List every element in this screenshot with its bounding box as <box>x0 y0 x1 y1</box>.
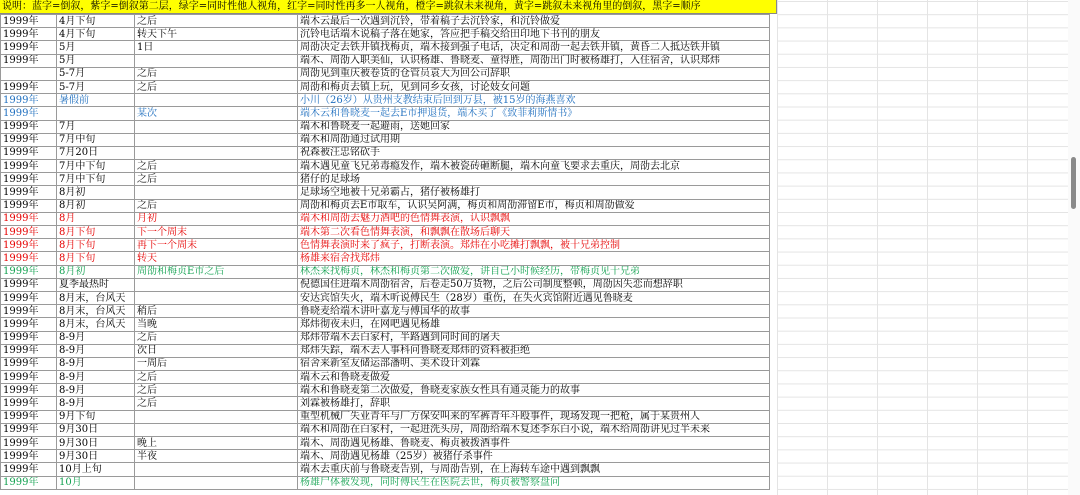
event-cell[interactable]: 端木遇见童飞兄弟毒瘾发作，端木被瓷砖砸断腿，端木向童飞要求去重庆，周劭去北京 <box>298 160 770 173</box>
relative-time-cell[interactable]: 稍后 <box>135 305 298 318</box>
event-cell[interactable]: 周劭见到重庆被卷货的仓管员袁大为回公司辞职 <box>298 67 770 80</box>
table-row <box>1 133 770 146</box>
relative-time-cell[interactable] <box>135 410 298 423</box>
year-cell[interactable]: 1999年 <box>1 80 57 93</box>
event-cell[interactable]: 周劭决定去铁井镇找梅贞，端木接到强子电话，决定和周劭一起去铁井镇，黄昏二人抵达铁井镇 <box>298 41 770 54</box>
table-row <box>1 199 770 212</box>
time-cell[interactable]: 5-7月 <box>57 80 135 93</box>
event-cell[interactable]: 刘霖被杨雄打，辞职 <box>298 397 770 410</box>
event-cell[interactable]: 端木和鲁晓麦第二次做爱，鲁晓麦家族女性具有通灵能力的故事 <box>298 384 770 397</box>
table-row <box>1 384 770 397</box>
table-row <box>1 15 770 28</box>
year-cell[interactable]: 1999年 <box>1 397 57 410</box>
table-row <box>1 226 770 239</box>
event-cell[interactable]: 杨雄来宿舍找郑炜 <box>298 252 770 265</box>
relative-time-cell[interactable] <box>135 463 298 476</box>
time-cell[interactable]: 8-9月 <box>57 384 135 397</box>
event-cell[interactable]: 端木和周劭在白家村，一起进洗头房，周劭给端木复述李东白小说，端木给周劭讲见过半未来 <box>298 423 770 436</box>
year-cell[interactable]: 1999年 <box>1 331 57 344</box>
year-cell[interactable]: 1999年 <box>1 318 57 331</box>
relative-time-cell[interactable]: 之后 <box>135 199 298 212</box>
table-row <box>1 437 770 450</box>
relative-time-cell[interactable]: 1日 <box>135 41 298 54</box>
event-cell[interactable]: 猪仔的足球场 <box>298 173 770 186</box>
year-cell[interactable]: 1999年 <box>1 54 57 67</box>
year-cell[interactable]: 1999年 <box>1 186 57 199</box>
event-cell[interactable]: 端木和鲁晓麦一起避雨，送她回家 <box>298 120 770 133</box>
relative-time-cell[interactable]: 月初 <box>135 212 298 225</box>
relative-time-cell[interactable]: 之后 <box>135 384 298 397</box>
year-cell[interactable]: 1999年 <box>1 41 57 54</box>
time-cell[interactable]: 4月下旬 <box>57 15 135 28</box>
timeline-table <box>0 14 770 490</box>
relative-time-cell[interactable]: 次日 <box>135 344 298 357</box>
event-cell[interactable]: 郑炜失踪，端木去人事科问鲁晓麦郑炜的资料被拒绝 <box>298 344 770 357</box>
year-cell[interactable]: 1999年 <box>1 291 57 304</box>
table-row <box>1 80 770 93</box>
time-cell[interactable] <box>57 107 135 120</box>
year-cell[interactable]: 1999年 <box>1 344 57 357</box>
time-cell[interactable]: 8月下旬 <box>57 239 135 252</box>
table-row <box>1 186 770 199</box>
event-cell[interactable]: 倪德国住进端木周劭宿舍，后卷走50万货物，之后公司制度整顿，周劭因失恋而想辞职 <box>298 278 770 291</box>
event-cell[interactable]: 祝森被汪忠铭砍手 <box>298 146 770 159</box>
relative-time-cell[interactable] <box>135 476 298 489</box>
empty-cells-area[interactable] <box>777 0 1080 495</box>
event-cell[interactable]: 端木、周劭遇见杨雄、鲁晓麦、梅贞被拨酒事件 <box>298 437 770 450</box>
year-cell[interactable]: 1999年 <box>1 146 57 159</box>
table-row <box>1 94 770 107</box>
relative-time-cell[interactable]: 转天下午 <box>135 28 298 41</box>
relative-time-cell[interactable]: 一周后 <box>135 357 298 370</box>
event-cell[interactable]: 安达宾馆失火，端木听说傅民生（28岁）重伤，在失火宾馆附近遇见鲁晓麦 <box>298 291 770 304</box>
year-cell[interactable]: 1999年 <box>1 120 57 133</box>
time-cell[interactable]: 8月初 <box>57 199 135 212</box>
relative-time-cell[interactable]: 晚上 <box>135 437 298 450</box>
table-row <box>1 318 770 331</box>
time-cell[interactable]: 5-7月 <box>57 67 135 80</box>
table-row <box>1 291 770 304</box>
year-cell[interactable]: 1999年 <box>1 226 57 239</box>
event-cell[interactable]: 鲁晓麦给端木讲叶嘉龙与傅国华的故事 <box>298 305 770 318</box>
time-cell[interactable]: 10月 <box>57 476 135 489</box>
relative-time-cell[interactable]: 之后 <box>135 397 298 410</box>
relative-time-cell[interactable]: 下一个周末 <box>135 226 298 239</box>
time-cell[interactable]: 7月中下旬 <box>57 160 135 173</box>
time-cell[interactable]: 8月 <box>57 212 135 225</box>
time-cell[interactable]: 8月末，台风天 <box>57 305 135 318</box>
year-cell[interactable]: 1999年 <box>1 15 57 28</box>
relative-time-cell[interactable] <box>135 133 298 146</box>
time-cell[interactable]: 暑假前 <box>57 94 135 107</box>
event-cell[interactable]: 郑炜彻夜未归，在网吧遇见杨雄 <box>298 318 770 331</box>
year-cell[interactable]: 1999年 <box>1 278 57 291</box>
year-cell[interactable]: 1999年 <box>1 384 57 397</box>
relative-time-cell[interactable]: 周劭和梅贞E市之后 <box>135 265 298 278</box>
time-cell[interactable]: 夏季最热时 <box>57 278 135 291</box>
event-cell[interactable]: 端木和周劭去魅力酒吧的色情舞表演，认识飘飘 <box>298 212 770 225</box>
time-cell[interactable]: 8月末，台风天 <box>57 318 135 331</box>
year-cell[interactable]: 1999年 <box>1 252 57 265</box>
year-cell[interactable]: 1999年 <box>1 463 57 476</box>
relative-time-cell[interactable] <box>135 120 298 133</box>
time-cell[interactable]: 9月30日 <box>57 423 135 436</box>
year-cell[interactable] <box>1 67 57 80</box>
relative-time-cell[interactable]: 转天 <box>135 252 298 265</box>
relative-time-cell[interactable] <box>135 291 298 304</box>
table-row <box>1 67 770 80</box>
event-cell[interactable]: 端木云和鲁晓麦一起去E市押退货，端木买了《致菲莉斯情书》 <box>298 107 770 120</box>
relative-time-cell[interactable]: 之后 <box>135 371 298 384</box>
year-cell[interactable]: 1999年 <box>1 423 57 436</box>
year-cell[interactable]: 1999年 <box>1 133 57 146</box>
time-cell[interactable]: 8-9月 <box>57 357 135 370</box>
time-cell[interactable]: 7月中下旬 <box>57 173 135 186</box>
relative-time-cell[interactable]: 半夜 <box>135 450 298 463</box>
event-cell[interactable]: 沉铃电话端木说稿子落在她家，答应把手稿交给田印地下书刊的朋友 <box>298 28 770 41</box>
table-row <box>1 28 770 41</box>
table-row <box>1 331 770 344</box>
relative-time-cell[interactable]: 之后 <box>135 173 298 186</box>
year-cell[interactable]: 1999年 <box>1 28 57 41</box>
table-row <box>1 41 770 54</box>
relative-time-cell[interactable]: 某次 <box>135 107 298 120</box>
event-cell[interactable]: 周劭和梅贞去E市取车，认识吴阿满，梅贞和周劭滞留E市，梅贞和周劭做爱 <box>298 199 770 212</box>
event-cell[interactable]: 杨雄尸体被发现，同时傅民生在医院去世，梅贞被警察盘问 <box>298 476 770 489</box>
year-cell[interactable]: 1999年 <box>1 239 57 252</box>
time-cell[interactable]: 8月下旬 <box>57 226 135 239</box>
relative-time-cell[interactable]: 之后 <box>135 331 298 344</box>
time-cell[interactable]: 5月 <box>57 41 135 54</box>
time-cell[interactable]: 7月 <box>57 120 135 133</box>
relative-time-cell[interactable] <box>135 278 298 291</box>
event-cell[interactable]: 周劭和梅贞去镇上玩，见到同乡女孩，讨论妓女问题 <box>298 80 770 93</box>
table-row <box>1 120 770 133</box>
year-cell[interactable]: 1999年 <box>1 212 57 225</box>
event-cell[interactable]: 重型机械厂失业青年与厂方保安叫来的军裤青年斗殴事件，现场发现一把枪，属于某贵州人 <box>298 410 770 423</box>
relative-time-cell[interactable] <box>135 146 298 159</box>
time-cell[interactable]: 8-9月 <box>57 331 135 344</box>
scroll-thumb[interactable] <box>1071 157 1076 209</box>
table-row <box>1 410 770 423</box>
relative-time-cell[interactable] <box>135 94 298 107</box>
table-row <box>1 173 770 186</box>
year-cell[interactable]: 1999年 <box>1 371 57 384</box>
relative-time-cell[interactable]: 之后 <box>135 67 298 80</box>
event-cell[interactable]: 郑炜带端木去白家村，半路遇到同时间的屠夫 <box>298 331 770 344</box>
event-cell[interactable]: 林杰来找梅贞，林杰和梅贞第二次做爱，讲自己小时候经历，带梅贞见十兄弟 <box>298 265 770 278</box>
event-cell[interactable]: 端木、周劭入职美仙，认识杨雄、鲁晓麦、童得胜，周劭出门时被杨雄打，入住宿舍，认识郑炜 <box>298 54 770 67</box>
table-row <box>1 252 770 265</box>
event-cell[interactable]: 端木第二次看色情舞表演，和飘飘在散场后聊天 <box>298 226 770 239</box>
table-row <box>1 423 770 436</box>
year-cell[interactable]: 1999年 <box>1 160 57 173</box>
event-cell[interactable]: 小川（26岁）从贵州支教结束后回到万县，被15岁的海燕喜欢 <box>298 94 770 107</box>
time-cell[interactable]: 8-9月 <box>57 397 135 410</box>
event-cell[interactable]: 端木去重庆前与鲁晓麦告别，与周劭告别，在上海转车途中遇到飘飘 <box>298 463 770 476</box>
event-cell[interactable]: 端木云最后一次遇到沉铃，带着稿子去沉铃家，和沉铃做爱 <box>298 15 770 28</box>
time-cell[interactable]: 8月末，台风天 <box>57 291 135 304</box>
time-cell[interactable]: 10月上旬 <box>57 463 135 476</box>
year-cell[interactable]: 1999年 <box>1 305 57 318</box>
year-cell[interactable]: 1999年 <box>1 173 57 186</box>
legend-note[interactable]: 说明：蓝字=倒叙，紫字=倒叙第二层，绿字=同时性他人视角，红字=同时性再多一人视角，橙字=跳叙未来视角，黄字=跳叙未来视角里的倒叙，黑字=顺序 <box>0 0 777 14</box>
table-row <box>1 450 770 463</box>
year-cell[interactable]: 1999年 <box>1 107 57 120</box>
year-cell[interactable]: 1999年 <box>1 437 57 450</box>
relative-time-cell[interactable] <box>135 54 298 67</box>
table-row <box>1 239 770 252</box>
time-cell[interactable]: 8月初 <box>57 265 135 278</box>
relative-time-cell[interactable]: 之后 <box>135 15 298 28</box>
vertical-scrollbar[interactable] <box>1068 0 1080 495</box>
time-cell[interactable]: 7月20日 <box>57 146 135 159</box>
relative-time-cell[interactable] <box>135 186 298 199</box>
year-cell[interactable]: 1999年 <box>1 357 57 370</box>
table-row <box>1 160 770 173</box>
table-row <box>1 476 770 489</box>
event-cell[interactable]: 足球场空地被十兄弟霸占，猪仔被杨雄打 <box>298 186 770 199</box>
year-cell[interactable]: 1999年 <box>1 450 57 463</box>
relative-time-cell[interactable] <box>135 423 298 436</box>
time-cell[interactable]: 8-9月 <box>57 344 135 357</box>
table-row <box>1 107 770 120</box>
table-row <box>1 371 770 384</box>
table-row <box>1 344 770 357</box>
table-row <box>1 357 770 370</box>
table-row <box>1 278 770 291</box>
table-row <box>1 54 770 67</box>
table-row <box>1 212 770 225</box>
time-cell[interactable]: 9月30日 <box>57 437 135 450</box>
event-cell[interactable]: 宿舍来新室友储运部潘明、美术设计刘霖 <box>298 357 770 370</box>
year-cell[interactable]: 1999年 <box>1 265 57 278</box>
time-cell[interactable]: 9月30日 <box>57 450 135 463</box>
table-row <box>1 305 770 318</box>
relative-time-cell[interactable]: 之后 <box>135 80 298 93</box>
relative-time-cell[interactable]: 之后 <box>135 160 298 173</box>
time-cell[interactable]: 8-9月 <box>57 371 135 384</box>
time-cell[interactable]: 9月下旬 <box>57 410 135 423</box>
table-row <box>1 463 770 476</box>
time-cell[interactable]: 7月中旬 <box>57 133 135 146</box>
year-cell[interactable]: 1999年 <box>1 410 57 423</box>
time-cell[interactable]: 8月下旬 <box>57 252 135 265</box>
table-row <box>1 146 770 159</box>
event-cell[interactable]: 色情舞表演时来了疯子，打断表演。郑炜在小吃摊打飘飘，被十兄弟控制 <box>298 239 770 252</box>
event-cell[interactable]: 端木和周劭通过试用期 <box>298 133 770 146</box>
year-cell[interactable]: 1999年 <box>1 476 57 489</box>
time-cell[interactable]: 8月初 <box>57 186 135 199</box>
relative-time-cell[interactable]: 当晚 <box>135 318 298 331</box>
year-cell[interactable]: 1999年 <box>1 199 57 212</box>
table-row <box>1 397 770 410</box>
time-cell[interactable]: 4月下旬 <box>57 28 135 41</box>
event-cell[interactable]: 端木云和鲁晓麦做爱 <box>298 371 770 384</box>
relative-time-cell[interactable]: 再下一个周末 <box>135 239 298 252</box>
event-cell[interactable]: 端木、周劭遇见杨雄（25岁）被猪仔杀事件 <box>298 450 770 463</box>
time-cell[interactable]: 5月 <box>57 54 135 67</box>
table-row <box>1 265 770 278</box>
year-cell[interactable]: 1999年 <box>1 94 57 107</box>
